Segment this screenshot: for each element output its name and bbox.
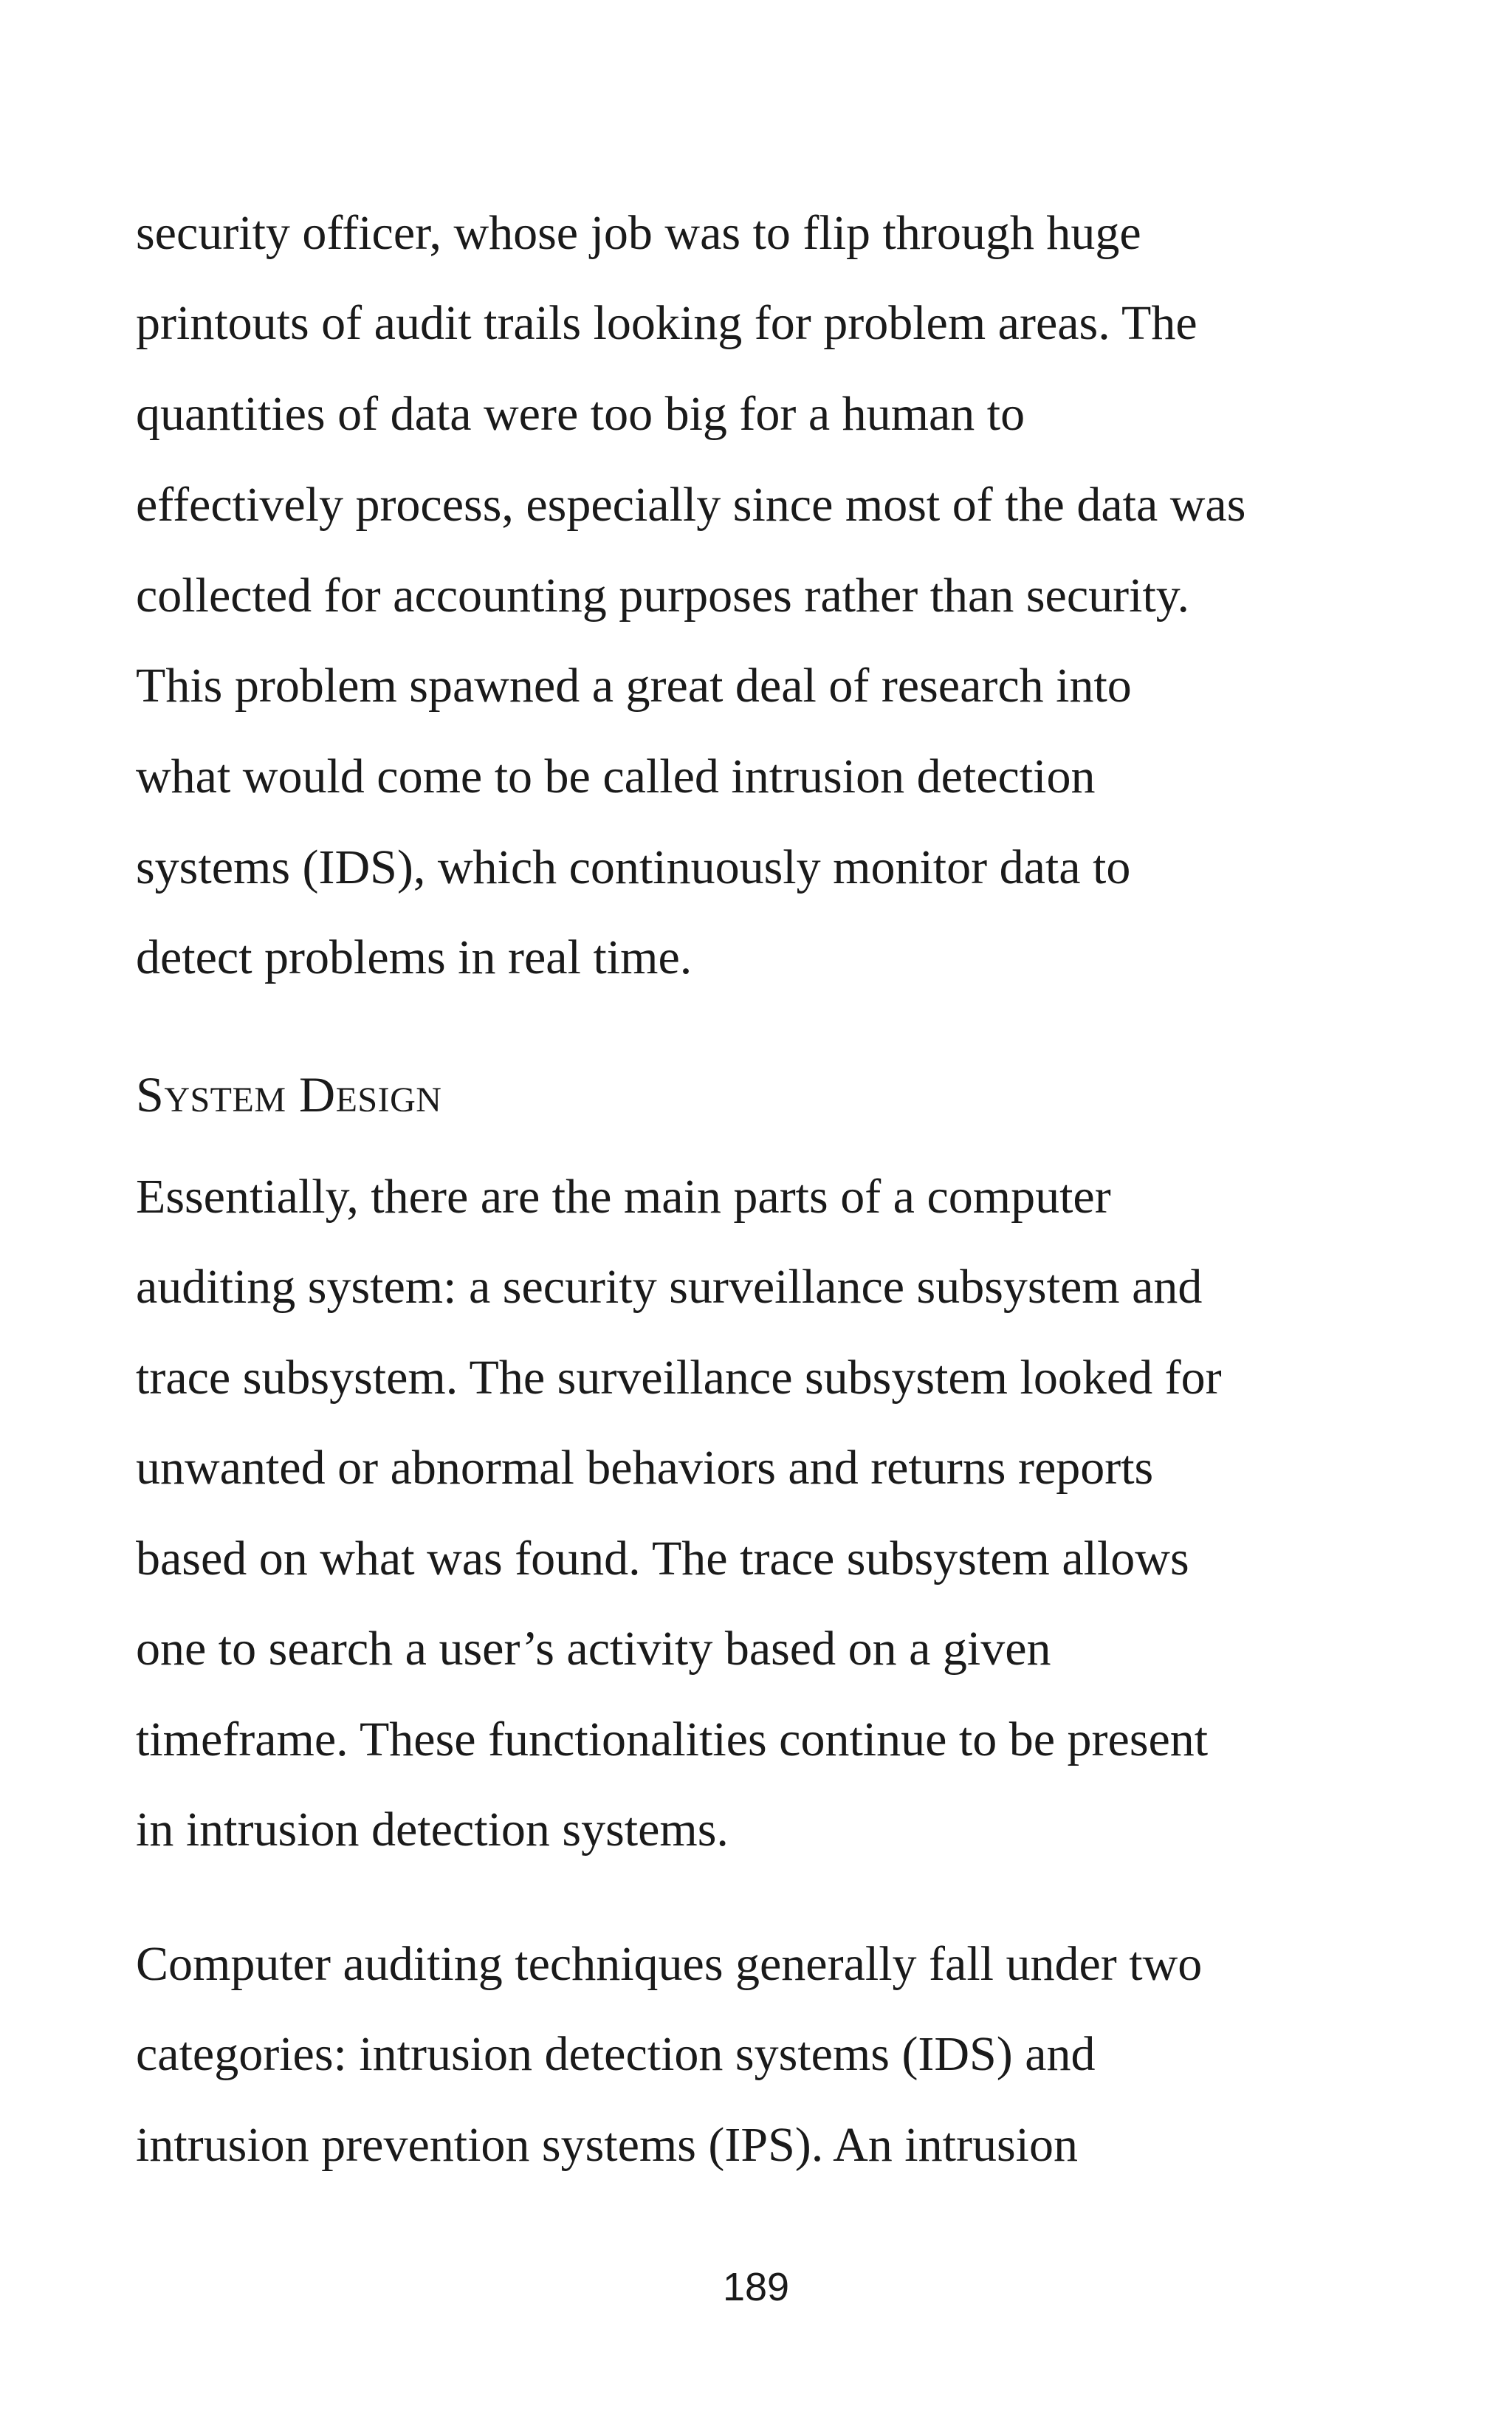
- text-line: auditing system: a security surveillance subsystem and: [136, 1260, 1203, 1314]
- text-line: quantities of data were too big for a human to: [136, 387, 1025, 441]
- text-line: security officer, whose job was to flip through huge: [136, 206, 1141, 260]
- text-line: collected for accounting purposes rather than security.: [136, 569, 1189, 623]
- text-line: trace subsystem. The surveillance subsystem looked for: [136, 1351, 1222, 1405]
- page-number: 189: [722, 2265, 790, 2309]
- text-line: This problem spawned a great deal of research into: [136, 659, 1132, 713]
- section-heading: System Design: [136, 1066, 442, 1122]
- text-line: detect problems in real time.: [136, 930, 693, 984]
- text-line: Essentially, there are the main parts of a computer: [136, 1170, 1111, 1224]
- text-line: in intrusion detection systems.: [136, 1803, 729, 1857]
- text-line: based on what was found. The trace subsystem allows: [136, 1532, 1189, 1586]
- text-line: effectively process, especially since most of the data was: [136, 478, 1246, 532]
- text-line: intrusion prevention systems (IPS). An intrusion: [136, 2118, 1078, 2172]
- text-line: unwanted or abnormal behaviors and returns reports: [136, 1441, 1154, 1495]
- text-line: timeframe. These functionalities continue to be present: [136, 1713, 1209, 1766]
- text-line: categories: intrusion detection systems (IDS) and: [136, 2027, 1096, 2081]
- text-line: systems (IDS), which continuously monitor data to: [136, 840, 1131, 894]
- text-line: one to search a user’s activity based on a given: [136, 1622, 1051, 1676]
- text-line: Computer auditing techniques generally fall under two: [136, 1937, 1203, 1991]
- text-line: printouts of audit trails looking for problem areas. The: [136, 296, 1197, 350]
- text-line: what would come to be called intrusion detection: [136, 750, 1096, 803]
